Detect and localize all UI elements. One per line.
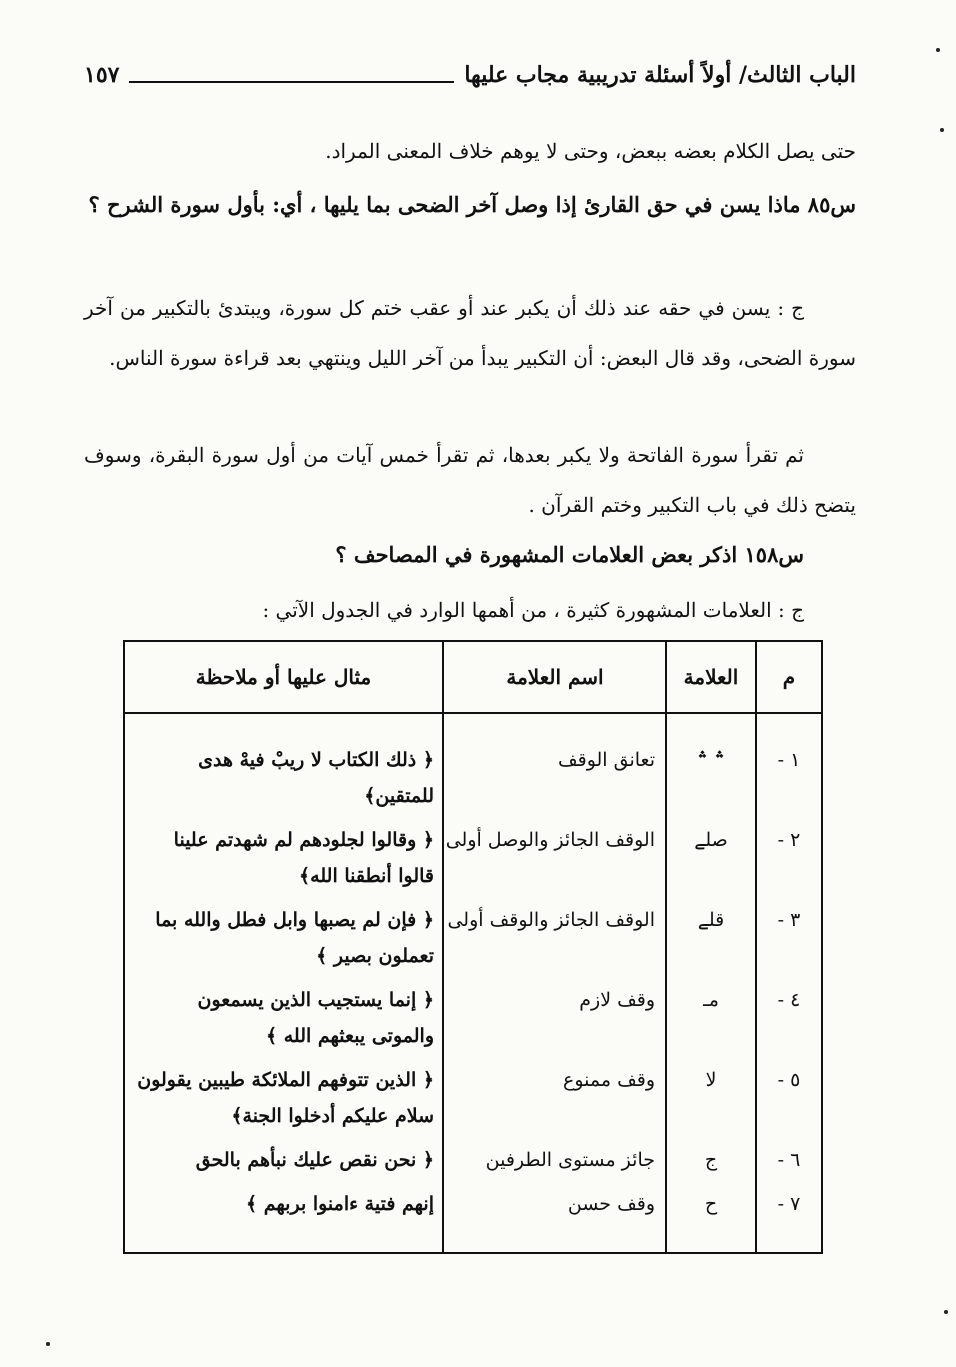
header-mark: العلامة bbox=[666, 641, 756, 713]
row-name: وقف لازم bbox=[443, 978, 666, 1058]
scan-speck bbox=[940, 128, 944, 132]
table-row bbox=[124, 713, 822, 818]
table-header-row bbox=[124, 641, 822, 713]
row-name: وقف حسن bbox=[443, 1182, 666, 1253]
scan-speck bbox=[936, 48, 940, 52]
row-example: ﴿ وقالوا لجلودهم لم شهدتم علينا قالوا أنطقنا الله﴾ bbox=[124, 818, 443, 898]
question-85: س٨٥ ماذا يسن في حق القارئ إذا وصل آخر الضحى بما يليها ، أي: بأول سورة الشرح ؟ bbox=[88, 192, 856, 217]
row-name: وقف ممنوع bbox=[443, 1058, 666, 1138]
row-example: ﴿ الذين تتوفهم الملائكة طيبين يقولون سلام عليكم أدخلوا الجنة﴾ bbox=[124, 1058, 443, 1138]
row-mark: لا bbox=[666, 1058, 756, 1138]
row-num: ٧ - bbox=[756, 1182, 822, 1253]
row-num: ٦ - bbox=[756, 1138, 822, 1182]
row-mark: ح bbox=[666, 1182, 756, 1253]
header-example: مثال عليها أو ملاحظة bbox=[124, 641, 443, 713]
row-example: ﴿ ذلك الكتاب لا ريبْ فيهْ هدى للمتقين﴾ bbox=[124, 713, 443, 818]
row-name: الوقف الجائز والوقف أولى bbox=[443, 898, 666, 978]
table-row bbox=[124, 818, 822, 898]
header-name: اسم العلامة bbox=[443, 641, 666, 713]
table-row bbox=[124, 898, 822, 978]
row-name: جائز مستوى الطرفين bbox=[443, 1138, 666, 1182]
row-num: ٢ - bbox=[756, 818, 822, 898]
row-mark: ج bbox=[666, 1138, 756, 1182]
question-158: س١٥٨ اذكر بعض العلامات المشهورة في المصاحف ؟ bbox=[335, 542, 804, 567]
row-num: ٣ - bbox=[756, 898, 822, 978]
row-example: ﴿ نحن نقص عليك نبأهم بالحق bbox=[124, 1138, 443, 1182]
page-number: ١٥٧ bbox=[84, 62, 120, 88]
chapter-title: الباب الثالث/ أولاً أسئلة تدريبية مجاب عليها bbox=[464, 62, 856, 88]
row-num: ١ - bbox=[756, 713, 822, 818]
row-example: إنهم فتية ءامنوا بربهم ﴾ bbox=[124, 1182, 443, 1253]
row-mark: مـ bbox=[666, 978, 756, 1058]
header-rule bbox=[129, 67, 454, 83]
answer-85-part1: ج : يسن في حقه عند ذلك أن يكبر عند أو عقب ختم كل سورة، ويبتدئ بالتكبير من آخر سورة الضحى، وقد قال البعض: أن التكبير يبدأ من آخر الليل وينتهي بعد قراءة سورة الناس. bbox=[84, 296, 856, 370]
table-row bbox=[124, 978, 822, 1058]
row-mark: قلے bbox=[666, 898, 756, 978]
header-num: م bbox=[756, 641, 822, 713]
table-row bbox=[124, 1058, 822, 1138]
scan-speck bbox=[46, 1342, 50, 1346]
row-num: ٥ - bbox=[756, 1058, 822, 1138]
row-num: ٤ - bbox=[756, 978, 822, 1058]
answer-85-part2: ثم تقرأ سورة الفاتحة ولا يكبر بعدها، ثم تقرأ خمس آيات من أول سورة البقرة، وسوف يتضح ذلك في باب التكبير وختم القرآن . bbox=[84, 443, 856, 517]
answer-158: ج : العلامات المشهورة كثيرة ، من أهمها الوارد في الجدول الآتي : bbox=[262, 598, 804, 622]
marks-table bbox=[123, 640, 823, 1254]
intro-paragraph: حتى يصل الكلام بعضه ببعض، وحتى لا يوهم خلاف المعنى المراد. bbox=[325, 139, 856, 163]
page-header bbox=[84, 58, 856, 92]
row-mark: صلے bbox=[666, 818, 756, 898]
table-row bbox=[124, 1182, 822, 1253]
row-name: الوقف الجائز والوصل أولى bbox=[443, 818, 666, 898]
row-mark: ؞ ؞ bbox=[666, 713, 756, 818]
table-row bbox=[124, 1138, 822, 1182]
scan-speck bbox=[944, 1310, 948, 1314]
row-example: ﴿ إنما يستجيب الذين يسمعون والموتى يبعثهم الله ﴾ bbox=[124, 978, 443, 1058]
row-name: تعانق الوقف bbox=[443, 713, 666, 818]
row-example: ﴿ فإن لم يصبها وابل فطل والله بما تعملون بصير ﴾ bbox=[124, 898, 443, 978]
